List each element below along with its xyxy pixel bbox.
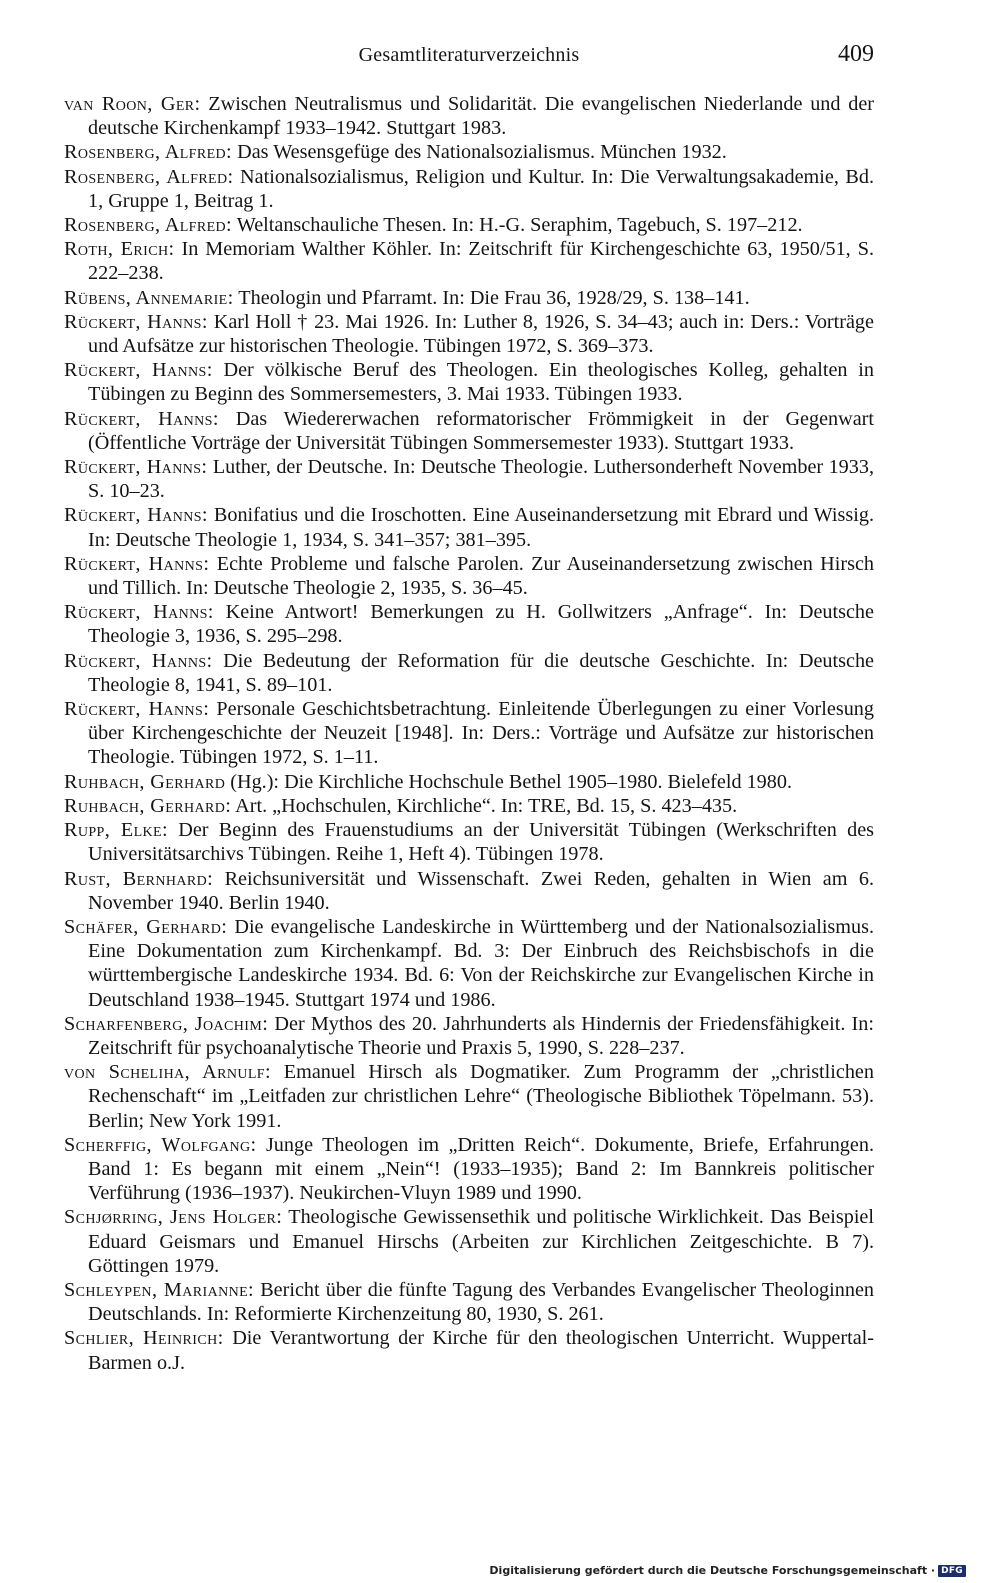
- bibliography-entry: [64, 794, 874, 818]
- entry-text: Der völkische Beruf des Theologen. Ein theologisches Kolleg, gehalten in Tübingen zu Beginn des Sommersemesters, 3. Mai 1933. Tübingen 1933.: [88, 359, 874, 406]
- bibliography-entry: [64, 286, 874, 310]
- entry-author: Ruhbach, Gerhard: [64, 770, 226, 793]
- entry-author: Schjørring, Jens Holger:: [64, 1206, 283, 1229]
- entry-text: Keine Antwort! Bemerkungen zu H. Gollwitzers „Anfrage“. In: Deutsche Theologie 3, 1936, S. 295–298.: [88, 601, 874, 648]
- bibliography-entry: [64, 770, 874, 794]
- entry-author: Roth, Erich:: [64, 238, 175, 261]
- running-head: [64, 41, 874, 76]
- running-title: Gesamtliteraturverzeichnis: [358, 44, 580, 66]
- bibliography-entry: [64, 237, 874, 285]
- entry-author: Rückert, Hanns:: [64, 456, 208, 479]
- entry-text: Zwischen Neutralismus und Solidarität. Die evangelischen Niederlande und der deutsche Kirchenkampf 1933–1942. Stuttgart 1983.: [88, 93, 874, 140]
- page-number: 409: [838, 41, 874, 67]
- bibliography-entry: [64, 1012, 874, 1060]
- entry-author: Rübens, Annemarie:: [64, 286, 234, 309]
- entry-text: Nationalsozialismus, Religion und Kultur. In: Die Verwaltungsakademie, Bd. 1, Gruppe 1, Beitrag 1.: [88, 165, 874, 212]
- bibliography-entry: [64, 867, 874, 915]
- bibliography-entry: [64, 1326, 874, 1374]
- entry-text: Der Beginn des Frauenstudiums an der Universität Tübingen (Werkschriften des Universitätsarchivs Tübingen. Reihe 1, Heft 4). Tübingen 1978.: [88, 819, 875, 866]
- entry-author: von Scheliha, Arnulf:: [64, 1061, 271, 1084]
- entry-author: van Roon, Ger:: [64, 93, 201, 115]
- entry-author: Rust, Bernhard:: [64, 867, 214, 890]
- entry-text: Luther, der Deutsche. In: Deutsche Theologie. Luthersonderheft November 1933, S. 10–23.: [88, 456, 874, 503]
- bibliography-entry: [64, 818, 874, 866]
- entry-text: Junge Theologen im „Dritten Reich“. Dokumente, Briefe, Erfahrungen. Band 1: Es begann mit einem „Nein“! (1933–1935); Band 2: Im Bannkreis politischer Verführung (1936–1937). Neukirchen-Vluyn 1989 und 1990.: [88, 1133, 874, 1205]
- bibliography-entry: [64, 1205, 874, 1278]
- entry-author: Rosenberg, Alfred:: [64, 165, 234, 188]
- entry-author: Rupp, Elke:: [64, 819, 169, 842]
- entry-author: Rückert, Hanns:: [64, 407, 219, 430]
- entry-author: Rückert, Hanns:: [64, 359, 213, 382]
- entry-text: (Hg.): Die Kirchliche Hochschule Bethel 1905–1980. Bielefeld 1980.: [225, 770, 793, 793]
- bibliography-entry: [64, 915, 874, 1012]
- entry-text: Karl Holl † 23. Mai 1926. In: Luther 8, 1926, S. 34–43; auch in: Ders.: Vorträge und Aufsätze zur historischen Theologie. Tübingen 1972, S. 369–373.: [88, 310, 874, 358]
- entry-text: Die Verantwortung der Kirche für den theologischen Unterricht. Wuppertal-Barmen o.J.: [88, 1327, 874, 1374]
- bibliography-entry: [64, 503, 874, 551]
- entry-text: Der Mythos des 20. Jahrhunderts als Hindernis der Friedensfähigkeit. In: Zeitschrift für psychoanalytische Theorie und Praxis 5, 1990, S. 228–237.: [88, 1012, 874, 1059]
- entry-text: Das Wesensgefüge des Nationalsozialismus. München 1932.: [232, 141, 727, 164]
- entry-text: Art. „Hochschulen, Kirchliche“. In: TRE, Bd. 15, S. 423–435.: [231, 794, 738, 817]
- entry-text: Emanuel Hirsch als Dogmatiker. Zum Programm der „christlichen Rechenschaft“ im „Leitfaden zur christlichen Lehre“ (Theologische Bibliothek Töpelmann. 53). Berlin; New York 1991.: [88, 1061, 874, 1132]
- entry-author: Rückert, Hanns:: [64, 552, 210, 575]
- entry-text: Die Bedeutung der Reformation für die deutsche Geschichte. In: Deutsche Theologie 8, 1941, S. 89–101.: [88, 649, 874, 696]
- bibliography-entry: [64, 407, 874, 455]
- entry-text: Personale Geschichtsbetrachtung. Einleitende Überlegungen zu einer Vorlesung über Kirchengeschichte der Neuzeit [1948]. In: Ders.: Vorträge und Aufsätze zur historischen Theologie. Tübingen 1972, S. 1–11.: [88, 698, 874, 769]
- entry-author: Rückert, Hanns:: [64, 601, 214, 624]
- entry-author: Rückert, Hanns:: [64, 649, 213, 672]
- entry-text: Weltanschauliche Thesen. In: H.-G. Seraphim, Tagebuch, S. 197–212.: [232, 214, 803, 237]
- entry-text: Bonifatius und die Iroschotten. Eine Auseinandersetzung mit Ebrard und Wissig. In: Deutsche Theologie 1, 1934, S. 341–357; 381–395.: [88, 504, 875, 551]
- bibliography-entry: [64, 1278, 874, 1326]
- bibliography-entry: [64, 358, 874, 406]
- entry-text: Bericht über die fünfte Tagung des Verbandes Evangelischer Theologinnen Deutschlands. In: Reformierte Kirchenzeitung 80, 1930, S. 261.: [88, 1278, 875, 1326]
- bibliography-entry: [64, 552, 874, 600]
- bibliography-entry: [64, 140, 874, 164]
- digitization-credit: [489, 1564, 966, 1577]
- entry-author: Schlier, Heinrich:: [64, 1327, 224, 1350]
- entry-author: Scherffig, Wolfgang:: [64, 1133, 257, 1156]
- bibliography-entry: [64, 697, 874, 770]
- entry-author: Schäfer, Gerhard:: [64, 915, 228, 938]
- bibliography-entry: [64, 455, 874, 503]
- entry-text: Reichsuniversität und Wissenschaft. Zwei Reden, gehalten in Wien am 6. November 1940. Berlin 1940.: [88, 867, 874, 914]
- entry-text: Echte Probleme und falsche Parolen. Zur Auseinandersetzung zwischen Hirsch und Tillich. In: Deutsche Theologie 2, 1935, S. 36–45.: [88, 552, 874, 600]
- entry-text: Das Wiedererwachen reformatorischer Frömmigkeit in der Gegenwart (Öffentliche Vorträge der Universität Tübingen Sommersemester 1933). Stuttgart 1933.: [88, 407, 875, 454]
- bibliography-entry: [64, 165, 874, 213]
- bibliography-entry: [64, 1133, 874, 1206]
- credit-text: Digitalisierung gefördert durch die Deutsche Forschungsgemeinschaft ·: [489, 1564, 936, 1577]
- entry-author: Rosenberg, Alfred:: [64, 141, 233, 164]
- bibliography-entry: [64, 1060, 874, 1133]
- entry-author: Rosenberg, Alfred:: [64, 214, 233, 237]
- entry-author: Rückert, Hanns:: [64, 504, 208, 527]
- bibliography-entry: [64, 310, 874, 358]
- entry-text: Theologische Gewissensethik und politische Wirklichkeit. Das Beispiel Eduard Geismars und Emanuel Hirschs (Arbeiten zur Kirchlichen Zeitgeschichte. B 7). Göttingen 1979.: [88, 1206, 874, 1277]
- entry-author: Ruhbach, Gerhard:: [64, 794, 232, 817]
- entry-text: Theologin und Pfarramt. In: Die Frau 36, 1928/29, S. 138–141.: [233, 286, 750, 309]
- entry-text: Die evangelische Landeskirche in Württemberg und der Nationalsozialismus. Eine Dokumentation zum Kirchenkampf. Bd. 3: Der Einbruch des Reichsbischofs in die württembergische Landeskirche 1934. Bd. 6: Von der Reichskirche zur Evangelischen Kirche in Deutschland 1938–1945. Stuttgart 1974 und 1986.: [88, 915, 874, 1011]
- bibliography-entry: [64, 600, 874, 648]
- bibliography-entry: [64, 649, 874, 697]
- dfg-logo: DFG: [938, 1565, 966, 1577]
- bibliography-entry: [64, 92, 874, 140]
- bibliography-list: [64, 92, 874, 1375]
- entry-author: Scharfenberg, Joachim:: [64, 1012, 269, 1035]
- entry-text: In Memoriam Walther Köhler. In: Zeitschrift für Kirchengeschichte 63, 1950/51, S. 222–238.: [88, 238, 874, 285]
- entry-author: Rückert, Hanns:: [64, 698, 210, 721]
- entry-author: Schleypen, Marianne:: [64, 1278, 255, 1301]
- bibliography-entry: [64, 213, 874, 237]
- entry-author: Rückert, Hanns:: [64, 310, 208, 333]
